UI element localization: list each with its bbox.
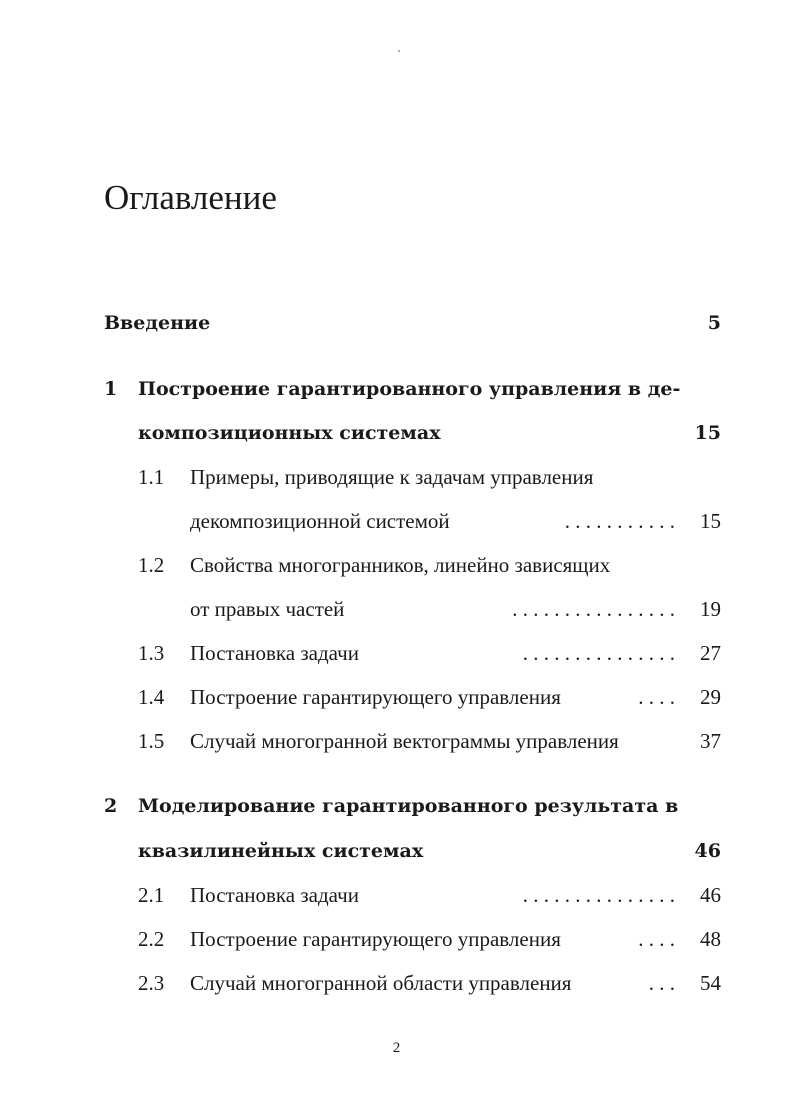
- toc-chapter-1-line2[interactable]: [0, 418, 793, 448]
- dot-leader: . . . . . . . . . . . . . . .: [522, 641, 675, 665]
- section-page: 15: [700, 509, 721, 533]
- toc-section-1-2[interactable]: [0, 550, 793, 580]
- section-title: Построение гарантирующего управления: [190, 685, 561, 709]
- dot-leader: . . . .: [638, 685, 675, 709]
- chapter-page: 46: [694, 840, 721, 862]
- toc-section-1-5[interactable]: [0, 726, 793, 756]
- toc-section-1-1[interactable]: [0, 462, 793, 492]
- section-title: Построение гарантирующего управления: [190, 927, 561, 951]
- page-number: 2: [392, 1040, 401, 1056]
- dot-leader: . . .: [648, 971, 675, 995]
- toc-entry-label: Введение: [104, 312, 211, 334]
- section-number: 1.5: [138, 729, 165, 753]
- section-number: 2.2: [138, 927, 165, 951]
- section-page: 19: [700, 597, 721, 621]
- toc-chapter-2[interactable]: [0, 791, 793, 821]
- section-title-line1: Свойства многогранников, линейно зависящих: [190, 553, 611, 577]
- section-page: 27: [700, 641, 721, 665]
- section-title: Постановка задачи: [190, 883, 359, 907]
- section-number: 2.1: [138, 883, 165, 907]
- toc-section-2-1[interactable]: [0, 880, 793, 910]
- section-title-line2: декомпозиционной системой: [190, 509, 450, 533]
- section-title: Постановка задачи: [190, 641, 359, 665]
- section-number: 1.3: [138, 641, 165, 665]
- section-title-line2: от правых частей: [190, 597, 345, 621]
- section-page: 46: [700, 883, 721, 907]
- toc-chapter-2-line2[interactable]: [0, 836, 793, 866]
- toc-section-1-2-line2[interactable]: [0, 594, 793, 624]
- toc-entry-page: 5: [707, 312, 721, 334]
- chapter-page: 15: [694, 422, 721, 444]
- dot-leader: . . . . . . . . . . .: [564, 509, 675, 533]
- chapter-title-line1: Построение гарантированного управления в де-: [138, 378, 681, 400]
- section-number: 1.2: [138, 553, 165, 577]
- chapter-title-line1: Моделирование гарантированного результата в: [138, 795, 679, 817]
- section-title: Случай многогранной вектограммы управления: [190, 729, 619, 753]
- section-page: 29: [700, 685, 721, 709]
- section-number: 1.1: [138, 465, 165, 489]
- section-number: 1.4: [138, 685, 165, 709]
- dot-leader: . . . . . . . . . . . . . . .: [522, 883, 675, 907]
- toc-entry-intro[interactable]: [0, 308, 793, 338]
- toc-section-2-3[interactable]: [0, 968, 793, 998]
- dot-leader: . . . .: [638, 927, 675, 951]
- toc-section-1-3[interactable]: [0, 638, 793, 668]
- scan-speck: [398, 50, 400, 52]
- chapter-title-line2: композиционных системах: [138, 422, 441, 444]
- section-page: 54: [700, 971, 721, 995]
- toc-section-1-4[interactable]: [0, 682, 793, 712]
- section-title-line1: Примеры, приводящие к задачам управления: [190, 465, 594, 489]
- toc-section-1-1-line2[interactable]: [0, 506, 793, 536]
- toc-chapter-1[interactable]: [0, 374, 793, 404]
- toc-section-2-2[interactable]: [0, 924, 793, 954]
- page-title: Оглавление: [104, 178, 277, 217]
- section-title: Случай многогранной области управления: [190, 971, 572, 995]
- section-number: 2.3: [138, 971, 165, 995]
- dot-leader: . . . . . . . . . . . . . . . .: [512, 597, 675, 621]
- chapter-number: 1: [104, 378, 118, 400]
- section-page: 37: [700, 729, 721, 753]
- section-page: 48: [700, 927, 721, 951]
- chapter-number: 2: [104, 795, 118, 817]
- chapter-title-line2: квазилинейных системах: [138, 840, 424, 862]
